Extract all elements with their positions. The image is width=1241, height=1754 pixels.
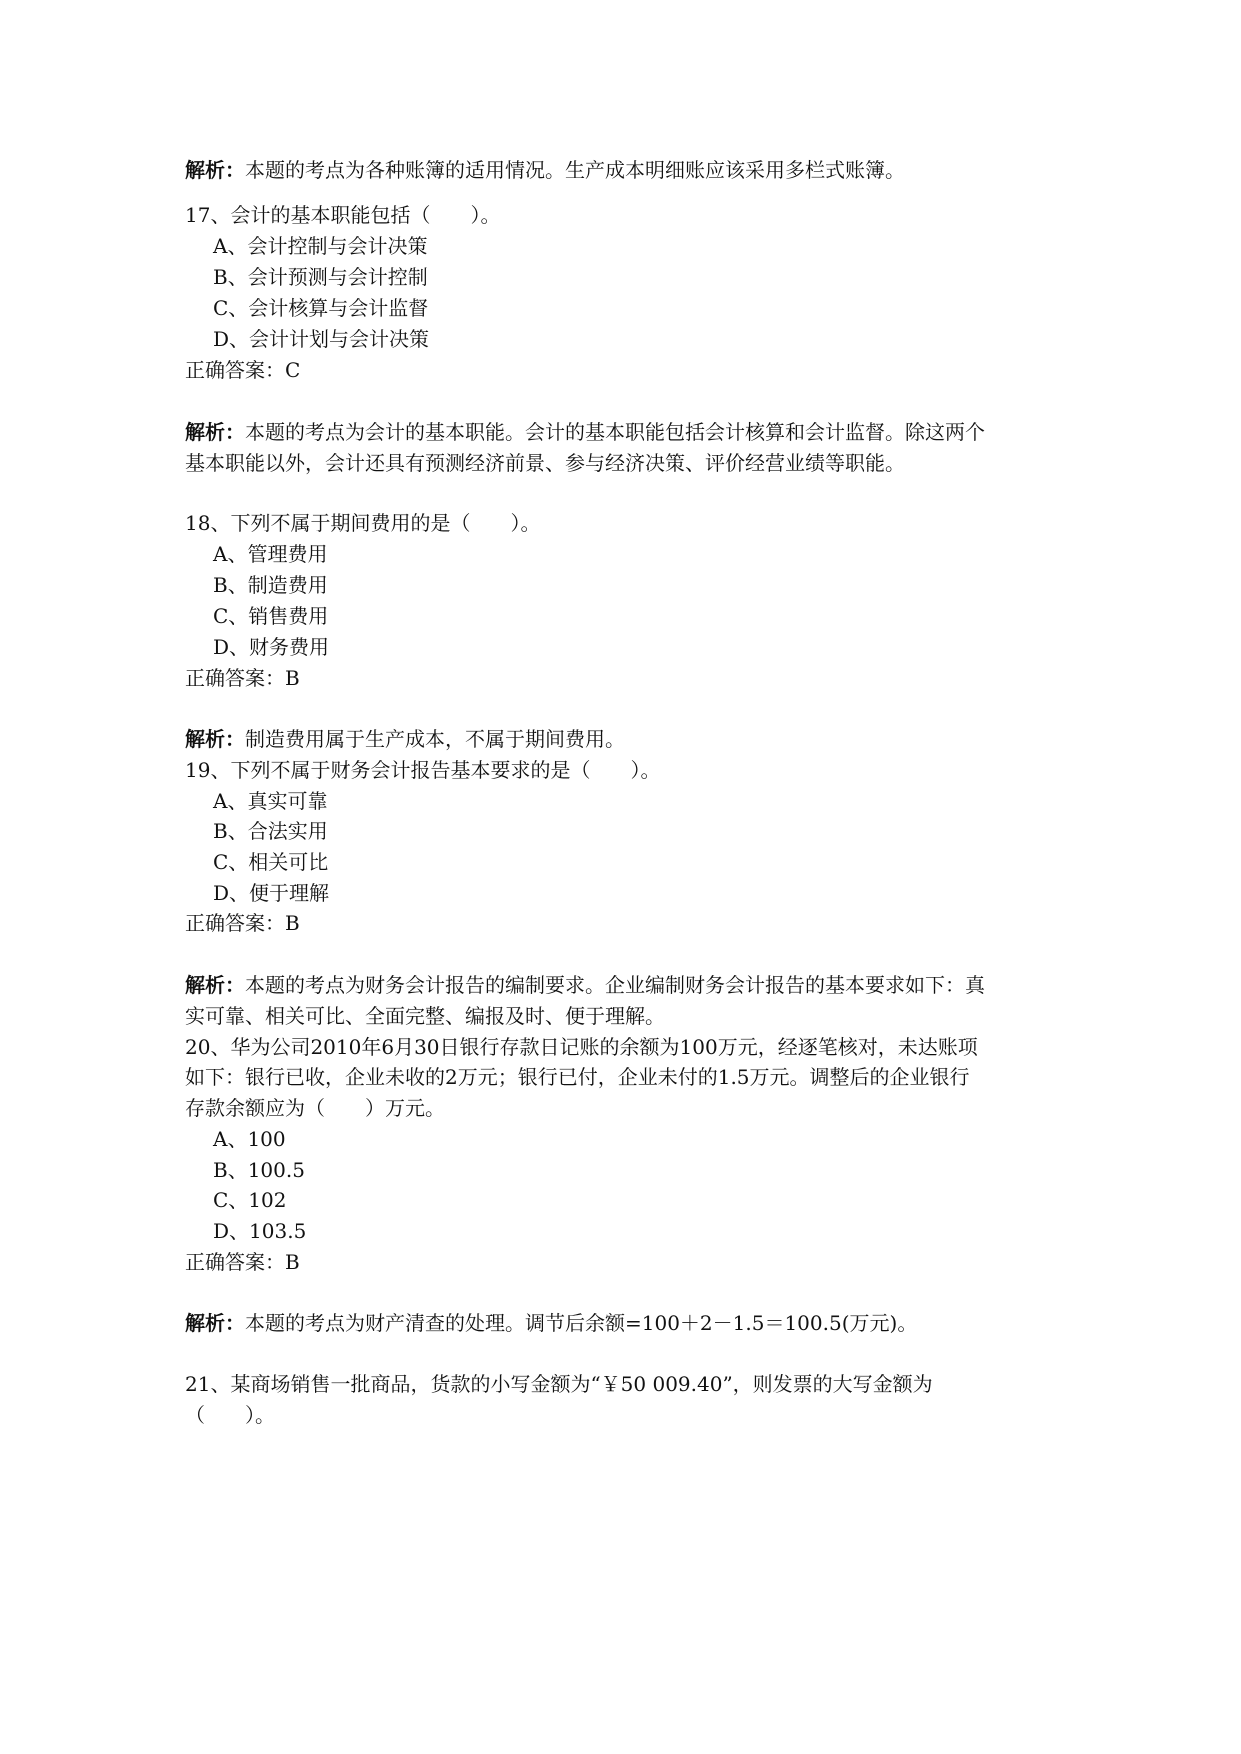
question-20-line-3: 存款余额应为（ ）万元。 — [185, 1096, 445, 1120]
answer-18: 正确答案：B — [185, 666, 300, 690]
analysis-text: 本题的考点为财产清查的处理。调节后余额=100＋2－1.5＝100.5(万元)。 — [245, 1311, 918, 1335]
analysis-text: 制造费用属于生产成本，不属于期间费用。 — [245, 727, 625, 751]
option-d: D、财务费用 — [213, 635, 330, 659]
option-d: D、103.5 — [213, 1219, 307, 1243]
analysis-16 — [185, 157, 905, 183]
analysis-19-line-2: 实可靠、相关可比、全面完整、编报及时、便于理解。 — [185, 1004, 665, 1028]
option-b: B、100.5 — [213, 1158, 305, 1182]
analysis-text: 本题的考点为财务会计报告的编制要求。企业编制财务会计报告的基本要求如下：真 — [245, 973, 985, 997]
analysis-18 — [185, 726, 625, 752]
answer-19: 正确答案：B — [185, 911, 300, 935]
answer-17: 正确答案：C — [185, 358, 301, 382]
option-b: B、制造费用 — [213, 573, 328, 597]
option-c: C、销售费用 — [213, 604, 329, 628]
analysis-17-line-1 — [185, 419, 985, 445]
analysis-text: 本题的考点为会计的基本职能。会计的基本职能包括会计核算和会计监督。除这两个 — [245, 420, 985, 444]
question-20-line-2: 如下：银行已收，企业未收的2万元；银行已付，企业未付的1.5万元。调整后的企业银行 — [185, 1065, 970, 1089]
option-d: D、会计计划与会计决策 — [213, 327, 430, 351]
analysis-17-line-2: 基本职能以外，会计还具有预测经济前景、参与经济决策、评价经营业绩等职能。 — [185, 451, 905, 475]
analysis-20 — [185, 1310, 917, 1336]
option-a: A、100 — [213, 1127, 286, 1151]
question-21-line-2: （ ）。 — [185, 1403, 275, 1427]
option-a: A、真实可靠 — [213, 789, 328, 813]
question-18: 18、下列不属于期间费用的是（ ）。 — [185, 511, 541, 535]
analysis-19-line-1 — [185, 972, 985, 998]
analysis-label: 解析： — [185, 158, 245, 182]
option-b: B、会计预测与会计控制 — [213, 265, 428, 289]
analysis-label: 解析： — [185, 727, 245, 751]
analysis-label: 解析： — [185, 420, 245, 444]
answer-20: 正确答案：B — [185, 1250, 300, 1274]
question-21-line-1: 21、某商场销售一批商品，货款的小写金额为“￥50 009.40”，则发票的大写金额为 — [185, 1372, 933, 1396]
option-d: D、便于理解 — [213, 881, 330, 905]
option-a: A、管理费用 — [213, 542, 328, 566]
option-b: B、合法实用 — [213, 819, 328, 843]
analysis-text: 本题的考点为各种账簿的适用情况。生产成本明细账应该采用多栏式账簿。 — [245, 158, 905, 182]
option-a: A、会计控制与会计决策 — [213, 234, 428, 258]
question-19: 19、下列不属于财务会计报告基本要求的是（ ）。 — [185, 758, 661, 782]
analysis-label: 解析： — [185, 973, 245, 997]
analysis-label: 解析： — [185, 1311, 245, 1335]
question-17: 17、会计的基本职能包括（ ）。 — [185, 203, 501, 227]
option-c: C、102 — [213, 1188, 287, 1212]
option-c: C、相关可比 — [213, 850, 329, 874]
question-20-line-1: 20、华为公司2010年6月30日银行存款日记账的余额为100万元，经逐笔核对，未达账项 — [185, 1035, 978, 1059]
option-c: C、会计核算与会计监督 — [213, 296, 429, 320]
